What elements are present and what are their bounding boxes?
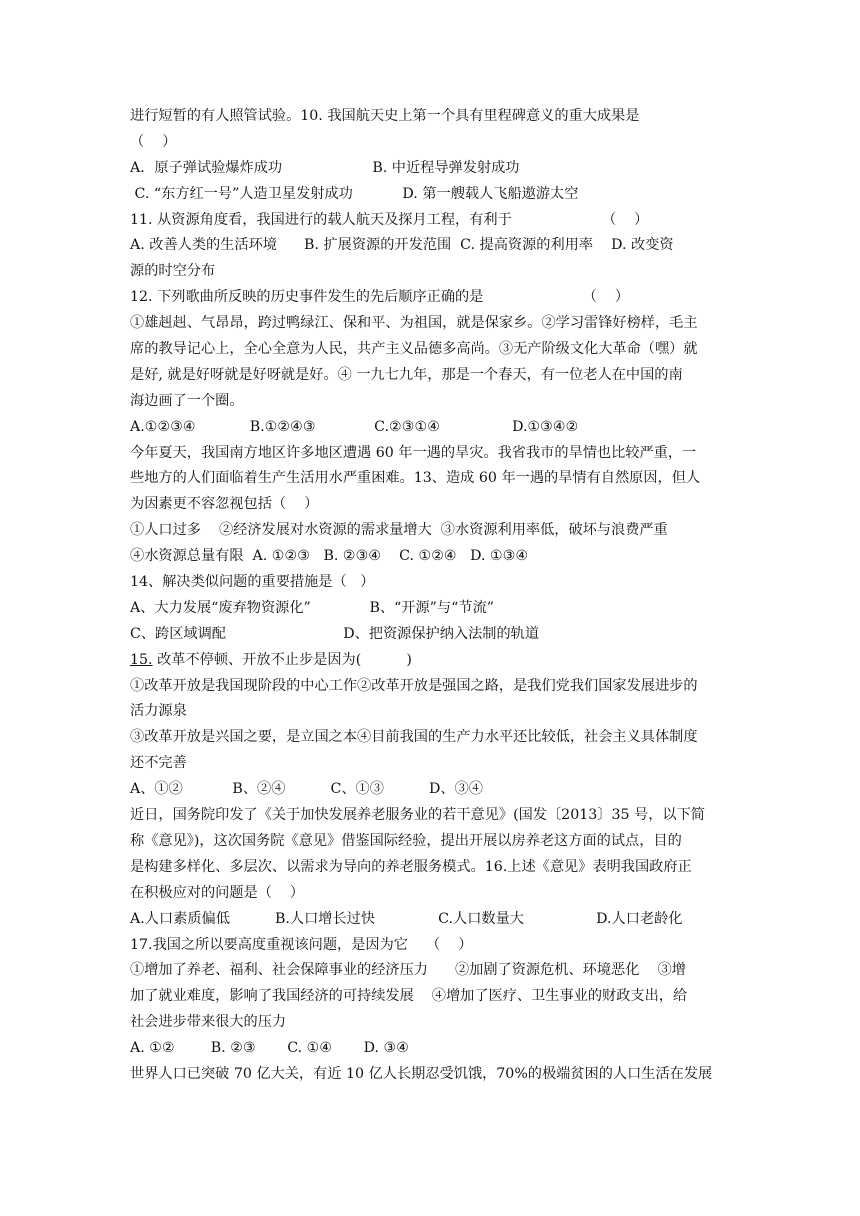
- q10-options-ab: A．原子弹试验爆炸成功 B. 中近程导弹发射成功: [130, 159, 520, 176]
- passage-elderly-2: 称《意见》)，这次国务院《意见》借鉴国际经验，提出开展以房养老这方面的试点，目的: [130, 832, 682, 849]
- passage-elderly-3: 是构建多样化、多层次、以需求为导向的养老服务模式。16.上述《意见》表明我国政府正: [130, 858, 692, 875]
- q12-text-1: ①雄赳赳、气昂昂，跨过鸭绿江、保和平、为祖国，就是保家乡。②学习雷锋好榜样，毛主: [130, 315, 698, 332]
- q12-text-2: 席的教导记心上，全心全意为人民，共产主义品德多高尚。③无产阶级文化大革命（嘿）就: [130, 341, 698, 358]
- q14-options-cd: C、跨区域调配 D、把资源保护纳入法制的轨道: [130, 625, 540, 642]
- q17-text-3: 社会进步带来很大的压力: [130, 1014, 287, 1031]
- passage-population-1: 世界人口已突破 70 亿大关，有近 10 亿人长期忍受饥饿，70%的极端贫困的人口生活在发展: [130, 1065, 713, 1082]
- passage-elderly-1: 近日，国务院印发了《关于加快发展养老服务业的若干意见》(国发〔2013〕35 号，以下简: [130, 807, 705, 824]
- q13-options: ④水资源总量有限 A. ①②③ B. ②③④ C. ①②④ D. ①③④: [130, 548, 529, 565]
- q15-number: 15.: [130, 651, 153, 668]
- document-page: [130, 104, 740, 1088]
- q12-text-3: 是好, 就是好呀就是好呀就是好。④ 一九七九年，那是一个春天，有一位老人在中国的南: [130, 366, 683, 383]
- q15-stem: 15. 改革不停顿、开放不止步是因为( ): [130, 651, 412, 668]
- q17-text-1: ①增加了养老、福利、社会保障事业的经济压力 ②加剧了资源危机、环境恶化 ③增: [130, 962, 686, 979]
- q11-stem: 11. 从资源角度看，我国进行的载人航天及探月工程，有利于 （ ）: [130, 211, 649, 228]
- passage-drought-1: 今年夏天，我国南方地区许多地区遭遇 60 年一遇的旱灾。我省我市的旱情也比较严重，一: [130, 444, 697, 461]
- q12-text-4: 海边画了一个圈。: [130, 392, 244, 409]
- q15-text-1: ①改革开放是我国现阶段的中心工作②改革开放是强国之路，是我们党我们国家发展进步的: [130, 677, 698, 694]
- q15-text-2: 活力源泉: [130, 703, 187, 720]
- q11-options-cont: 源的时空分布: [130, 263, 216, 280]
- q12-stem: 12. 下列歌曲所反映的历史事件发生的先后顺序正确的是 （ ）: [130, 289, 630, 306]
- q15-text-4: 还不完善: [130, 755, 187, 772]
- q15-text-3: ③改革开放是兴国之要，是立国之本④目前我国的生产力水平还比较低，社会主义具体制度: [130, 729, 698, 746]
- q13-items: ①人口过多 ②经济发展对水资源的需求量增大 ③水资源利用率低，破坏与浪费严重: [130, 522, 668, 539]
- q15-options: A、①② B、②④ C、①③ D、③④: [130, 781, 483, 798]
- q16-options: A.人口素质偏低 B.人口增长过快 C.人口数量大 D.人口老龄化: [130, 910, 683, 927]
- q11-options: A. 改善人类的生活环境 B. 扩展资源的开发范围 C. 提高资源的利用率 D. 改变资: [130, 237, 674, 254]
- q14-options-ab: A、大力发展“废弃物资源化” B、“开源”与“节流”: [130, 599, 495, 616]
- q10-options-cd: C. “东方红一号”人造卫星发射成功 D. 第一艘载人飞船遨游太空: [130, 185, 579, 202]
- passage-drought-2: 些地方的人们面临着生产生活用水严重困难。13、造成 60 年一遇的旱情有自然原因，但人: [130, 470, 701, 487]
- text-line-2: （ ）: [130, 133, 177, 150]
- q12-options: A.①②③④ B.①②④③ C.②③①④ D.①③④②: [130, 418, 579, 435]
- q16-stem: 在积极应对的问题是（ ）: [130, 884, 305, 901]
- q14-stem: 14、解决类似问题的重要措施是（ ）: [130, 574, 375, 591]
- text-line-1: 进行短暂的有人照管试验。10. 我国航天史上第一个具有里程碑意义的重大成果是: [130, 108, 640, 124]
- q13-stem: 为因素更不容忽视包括（ ）: [130, 496, 319, 513]
- q17-stem: 17.我国之所以要高度重视该问题，是因为它 （ ）: [130, 936, 473, 953]
- q17-options: A. ①② B. ②③ C. ①④ D. ③④: [130, 1040, 409, 1057]
- q17-text-2: 加了就业难度，影响了我国经济的可持续发展 ④增加了医疗、卫生事业的财政支出，给: [130, 988, 688, 1005]
